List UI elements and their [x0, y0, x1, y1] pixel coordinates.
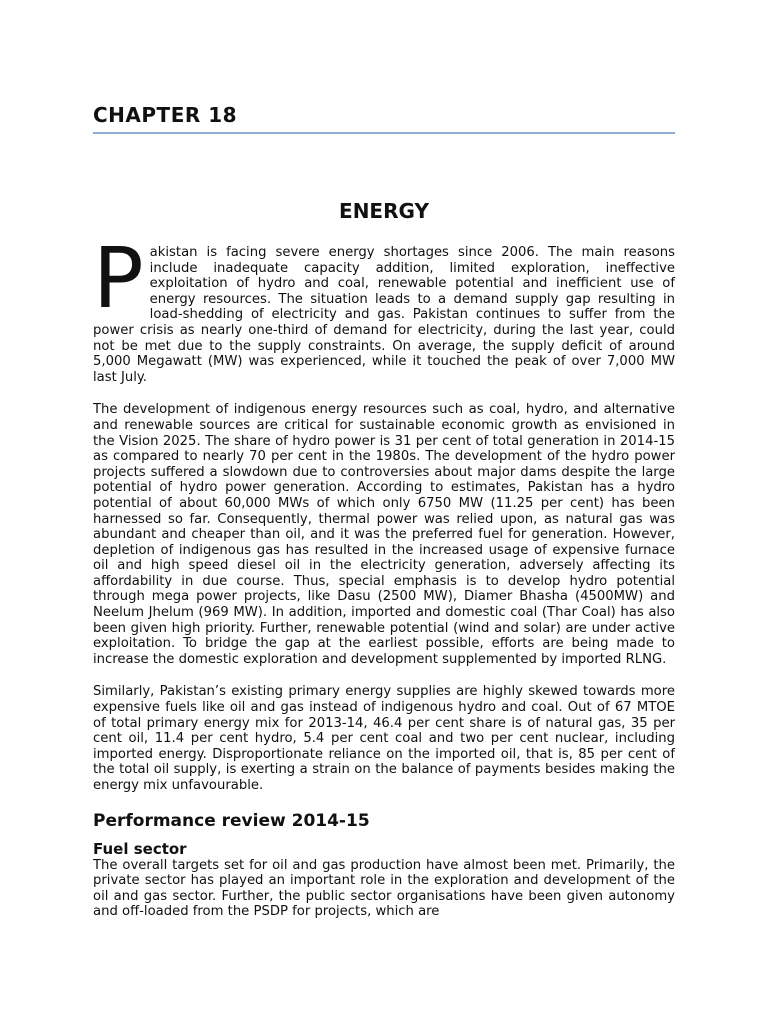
chapter-divider	[93, 132, 675, 134]
paragraph-fuel-sector: The overall targets set for oil and gas production have almost been met. Primarily, the private sector has played an important role in the exploration and development of the oil and gas sector. Further, the public sector organisations have been given autonomy and off-loaded from the PSDP for projects, which are	[93, 857, 675, 920]
intro-paragraph	[93, 229, 675, 385]
intro-paragraph-text: akistan is facing severe energy shortages since 2006. The main reasons include inadequate capacity addition, limited exploration, ineffective exploitation of hydro and coal, renewable potential and inefficient use of energy resources. The situation leads to a demand supply gap resulting in load-shedding of electricity and gas. Pakistan continues to suffer from the power crisis as nearly one-third of demand for electricity, during the last year, could not be met due to the supply constraints. On average, the supply deficit of around 5,000 Megawatt (MW) was experienced, while it touched the peak of over 7,000 MW last July.	[93, 245, 675, 385]
page-title: ENERGY	[339, 199, 429, 223]
drop-cap: P	[93, 229, 144, 327]
section-heading-performance-review: Performance review 2014-15	[93, 810, 370, 831]
subsection-heading-fuel-sector: Fuel sector	[93, 839, 187, 858]
paragraph-hydro-development: The development of indigenous energy resources such as coal, hydro, and alternative and renewable sources are critical for sustainable economic growth as envisioned in the Vision 2025. The share of hydro power is 31 per cent of total generation in 2014-15 as compared to nearly 70 per cent in the 1980s. The development of the hydro power projects suffered a slowdown due to controversies about major dams despite the large potential of hydro power generation. According to estimates, Pakistan has a hydro potential of about 60,000 MWs of which only 6750 MW (11.25 per cent) has been harnessed so far. Consequently, thermal power was relied upon, as natural gas was abundant and cheaper than oil, and it was the preferred fuel for generation. However, depletion of indigenous gas has resulted in the increased usage of expensive furnace oil and high speed diesel oil in the electricity generation, adversely affecting its affordability in due course. Thus, special emphasis is to develop hydro potential through mega power projects, like Dasu (2500 MW), Diamer Bhasha (4500MW) and Neelum Jhelum (969 MW). In addition, imported and domestic coal (Thar Coal) has also been given high priority. Further, renewable potential (wind and solar) are under active exploitation. To bridge the gap at the earliest possible, efforts are being made to increase the domestic exploration and development supplemented by imported RLNG.	[93, 402, 675, 667]
body-text	[93, 229, 675, 937]
chapter-title: CHAPTER 18	[93, 103, 238, 127]
paragraph-energy-mix: Similarly, Pakistan’s existing primary energy supplies are highly skewed towards more expensive fuels like oil and gas instead of indigenous hydro and coal. Out of 67 MTOE of total primary energy mix for 2013-14, 46.4 per cent share is of natural gas, 35 per cent oil, 11.4 per cent hydro, 5.4 per cent coal and two per cent nuclear, including imported energy. Disproportionate reliance on the imported oil, that is, 85 per cent of the total oil supply, is exerting a strain on the balance of payments besides making the energy mix unfavourable.	[93, 684, 675, 793]
